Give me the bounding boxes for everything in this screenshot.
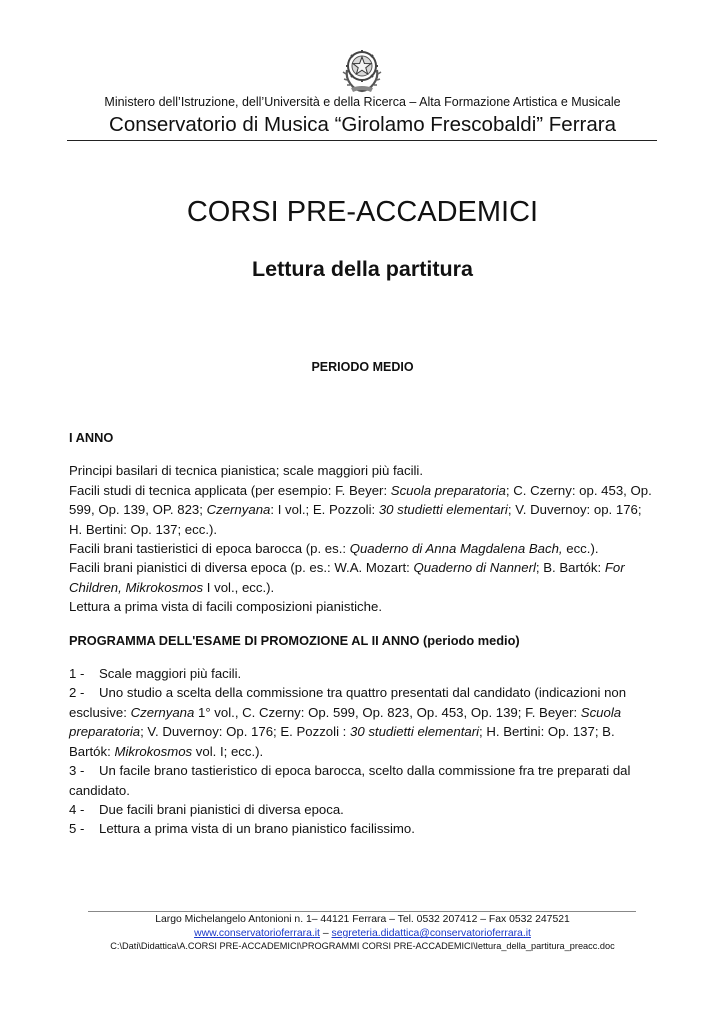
exam-item-4: 4 - Due facili brani pianistici di diversa epoca. <box>69 801 344 817</box>
footer-separator: – <box>319 928 332 939</box>
footer-file-path: C:\Dati\Didattica\A.CORSI PRE-ACCADEMICI\PROGRAMMI CORSI PRE-ACCADEMICI\lettura_della_partitura_preacc.doc <box>110 941 615 951</box>
exam-item-5: 5 - Lettura a prima vista di un brano pianistico facilissimo. <box>69 821 415 837</box>
conservatorio-name: Conservatorio di Musica “Girolamo Frescobaldi” Ferrara <box>109 113 616 136</box>
footer-links <box>0 927 725 941</box>
header-divider <box>67 140 657 141</box>
website-link[interactable]: www.conservatorioferrara.it <box>194 928 320 939</box>
period-heading: PERIODO MEDIO <box>311 360 414 374</box>
course-subtitle: Lettura della partitura <box>251 257 473 281</box>
exam-item-3: 3 - Un facile brano tastieristico di epoca barocca, scelto dalla commissione fra tre preparati dal candidato. <box>69 763 631 798</box>
exam-item-1: 1 - Scale maggiori più facili. <box>69 666 242 682</box>
footer-divider <box>88 911 636 912</box>
ministry-line: Ministero dell’Istruzione, dell’Università e della Ricerca – Alta Formazione Artistica e Musicale <box>104 95 621 109</box>
italian-republic-emblem-icon <box>337 40 387 94</box>
exam-item-2: 2 - Uno studio a scelta della commissione tra quattro presentati dal candidato (indicazioni non esclusive: Czernyana 1° vol., C. Czerny: Op. 599, Op. 823, Op. 453, Op. 139; F. Beyer: Scuola preparatoria; V. Duvernoy: Op. 176; E. Pozzoli : 30 studietti elementari; H. Bertini: Op. 137; B. Bartók: Mikrokosmos vol. I; ecc.). <box>69 685 627 759</box>
anno-line-1: Principi basilari di tecnica pianistica; scale maggiori più facili. <box>69 463 424 479</box>
program-content <box>69 428 657 839</box>
anno-line-3: Facili brani tastieristici di epoca barocca (p. es.: Quaderno di Anna Magdalena Bach, ecc.). <box>69 541 599 557</box>
page-title: CORSI PRE-ACCADEMICI <box>186 196 539 228</box>
anno-line-5: Lettura a prima vista di facili composizioni pianistiche. <box>69 599 382 615</box>
exam-program-heading: PROGRAMMA DELL'ESAME DI PROMOZIONE AL II ANNO (periodo medio) <box>69 632 520 648</box>
year-heading: I ANNO <box>69 430 114 445</box>
email-link[interactable]: segreteria.didattica@conservatorioferrara.it <box>331 928 531 939</box>
anno-line-4: Facili brani pianistici di diversa epoca (p. es.: W.A. Mozart: Quaderno di Nannerl; B. Bartók: For Children, Mikrokosmos I vol., ecc.). <box>69 560 625 595</box>
footer-address: Largo Michelangelo Antonioni n. 1– 44121 Ferrara – Tel. 0532 207412 – Fax 0532 247521 <box>155 914 570 925</box>
anno-line-2: Facili studi di tecnica applicata (per esempio: F. Beyer: Scuola preparatoria; C. Czerny: op. 453, Op. 599, Op. 139, OP. 823; Czernyana: I vol.; E. Pozzoli: 30 studietti elementari; V. Duvernoy: op. 176; H. Bertini: Op. 137; ecc.). <box>69 482 652 537</box>
